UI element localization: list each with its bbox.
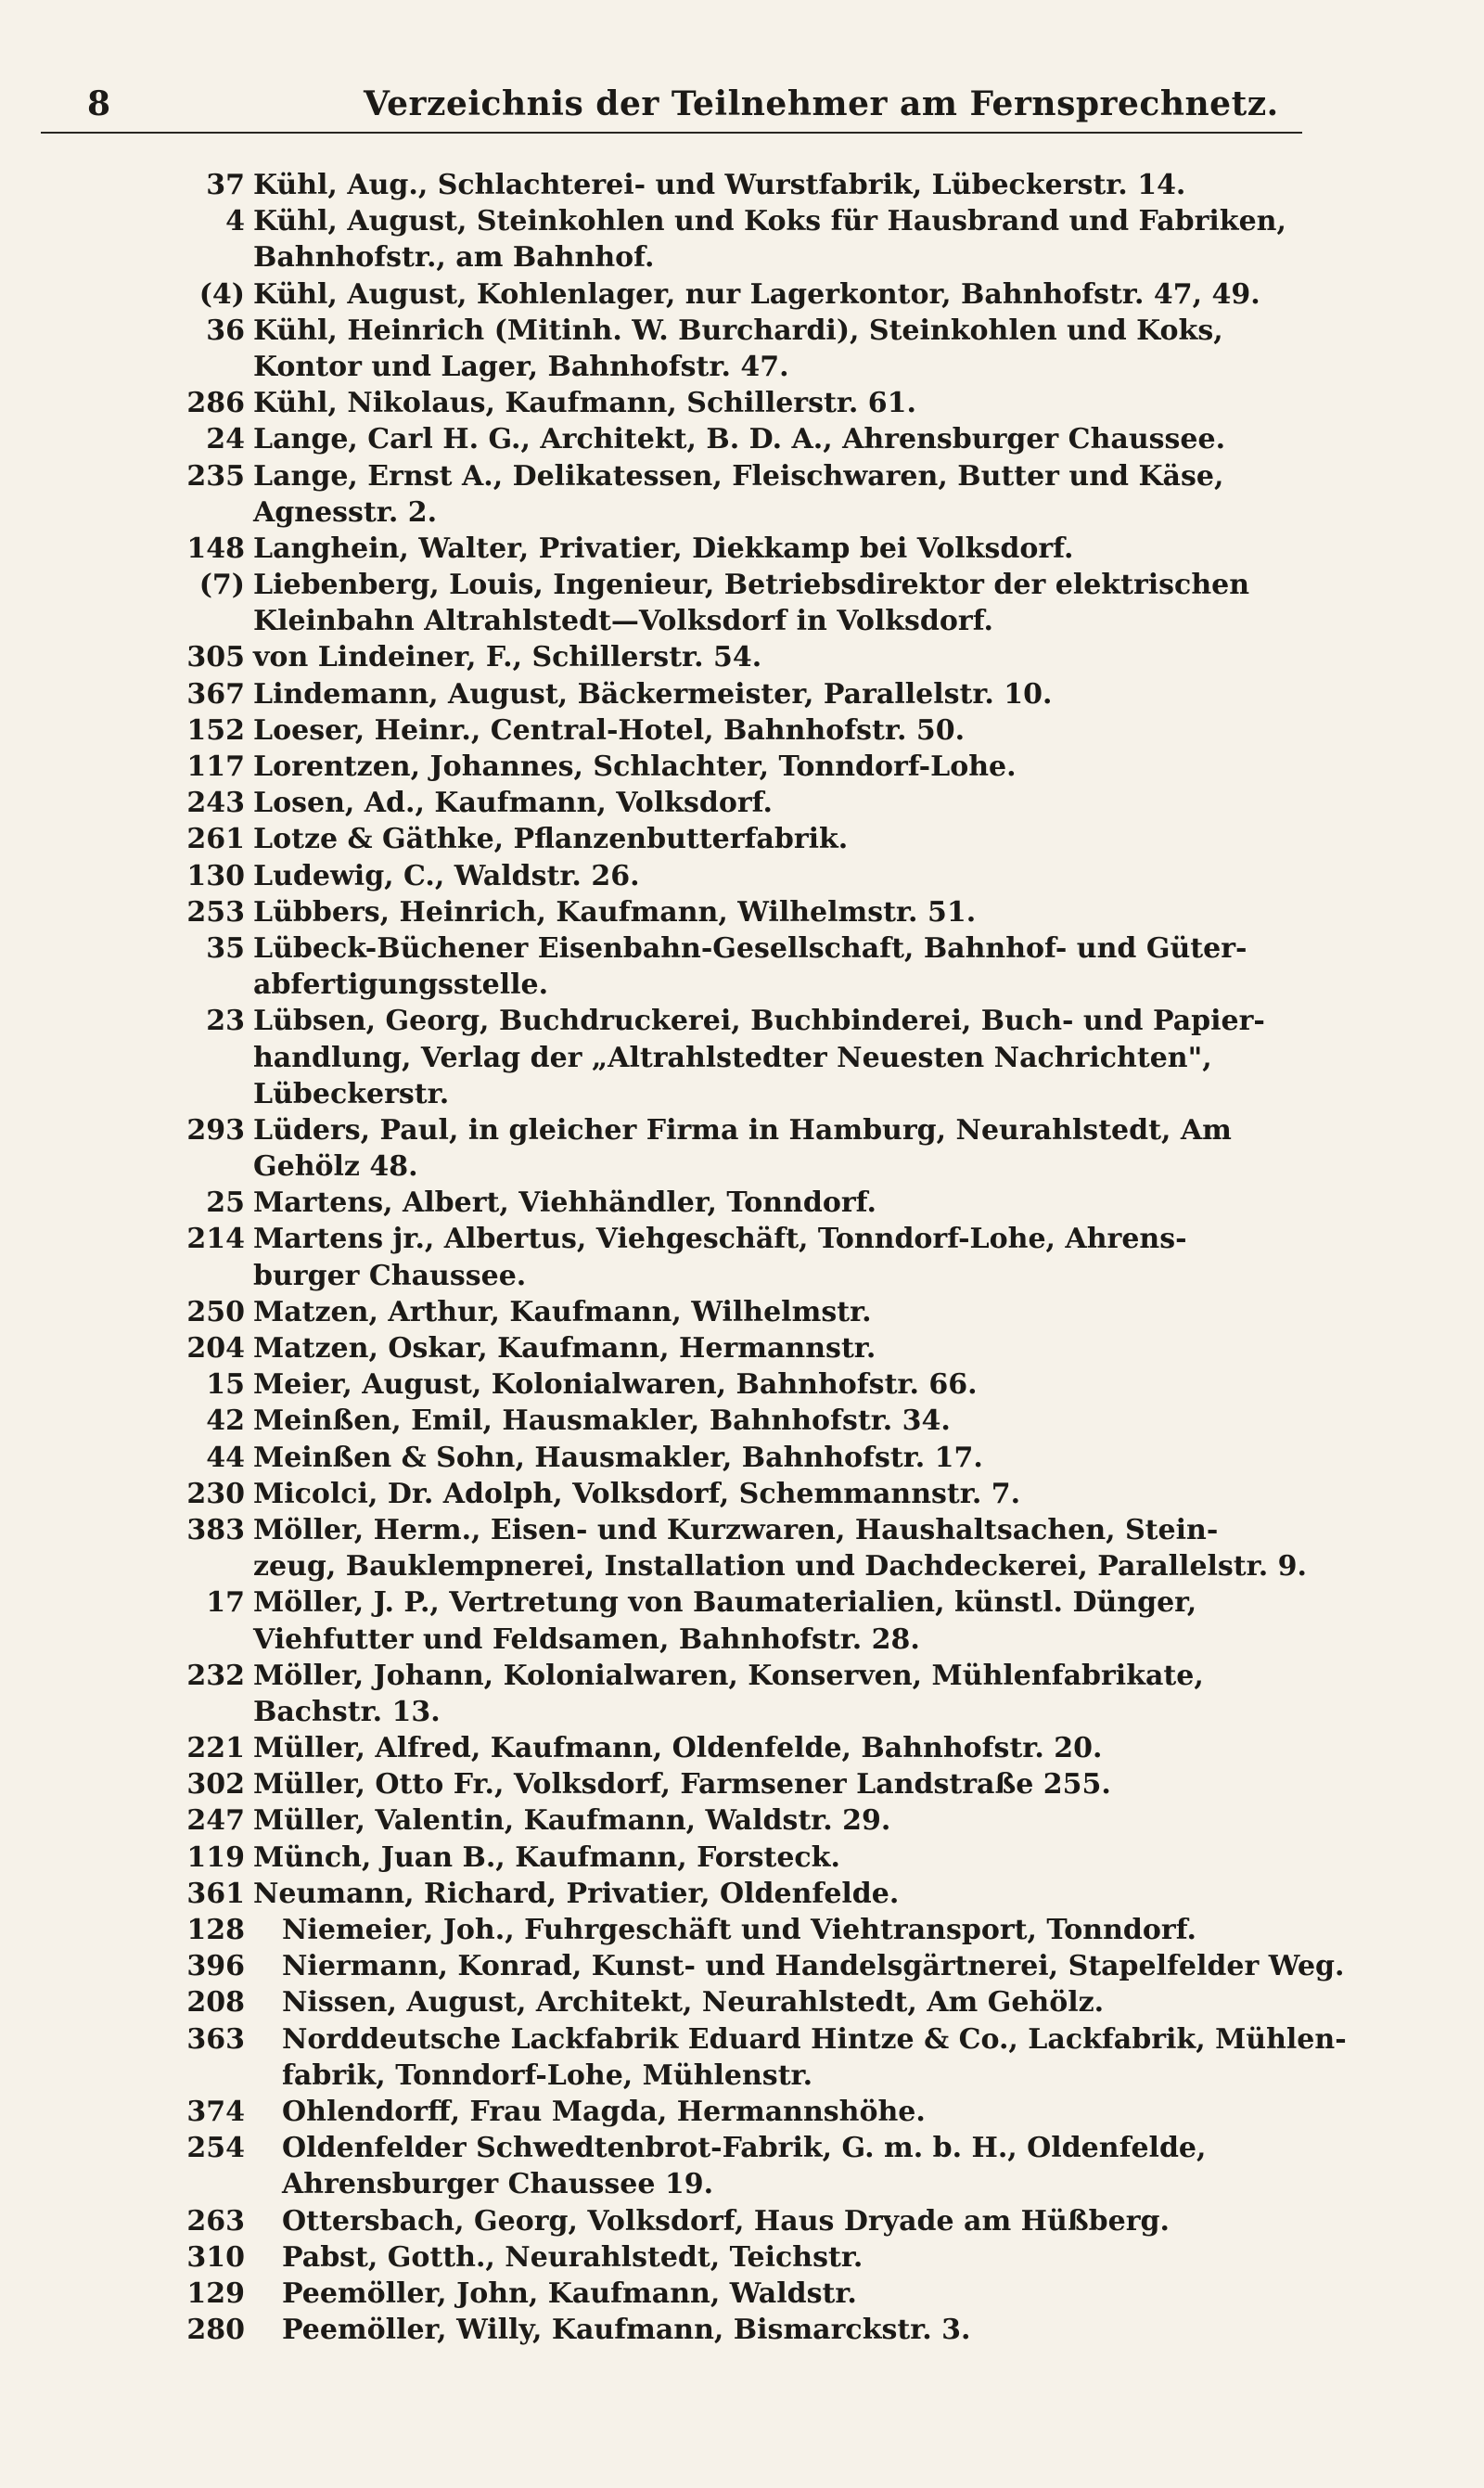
entry-text: Matzen, Arthur, Kaufmann, Wilhelmstr. <box>253 1295 872 1328</box>
subscriber-number: 374 <box>186 2095 245 2128</box>
directory-entry <box>0 276 1484 313</box>
subscriber-number: 221 <box>186 1732 245 1765</box>
entry-continuation-line <box>0 1694 1484 1730</box>
entry-text: Loeser, Heinr., Central-Hotel, Bahnhofstr. 50. <box>253 713 966 747</box>
entry-text: Pabst, Gotth., Neurahlstedt, Teichstr. <box>282 2240 864 2274</box>
directory-entry <box>0 421 1484 457</box>
entry-text: Lübbers, Heinrich, Kaufmann, Wilhelmstr. 51. <box>253 895 977 929</box>
subscriber-number: 214 <box>186 1223 245 1256</box>
entry-first-line <box>0 1840 1484 1876</box>
subscriber-number: 310 <box>186 2240 245 2274</box>
entry-first-line <box>0 1403 1484 1439</box>
subscriber-number: 363 <box>186 2022 245 2056</box>
entry-text: Neumann, Richard, Privatier, Oldenfelde. <box>253 1877 900 1910</box>
entry-first-line <box>0 785 1484 821</box>
entry-text: Niemeier, Joh., Fuhrgeschäft und Viehtransport, Tonndorf. <box>282 1914 1196 1946</box>
directory-entry <box>0 1185 1484 1221</box>
directory-entry <box>0 1476 1484 1512</box>
entry-first-line <box>0 1476 1484 1512</box>
directory-entry <box>0 1330 1484 1366</box>
directory-entry <box>0 785 1484 821</box>
directory-entry <box>0 1840 1484 1876</box>
entry-first-line <box>0 567 1484 603</box>
directory-entry <box>0 712 1484 749</box>
entry-text: Möller, Herm., Eisen- und Kurzwaren, Haushaltsachen, Stein- <box>253 1513 1219 1546</box>
entry-text: Lotze & Gäthke, Pflanzenbutterfabrik. <box>253 823 849 856</box>
subscriber-number: 280 <box>186 2314 245 2347</box>
subscriber-number: 37 <box>206 169 245 201</box>
entry-first-line <box>0 858 1484 894</box>
directory-entry <box>0 2239 1484 2276</box>
entry-continuation-line <box>0 2058 1484 2094</box>
directory-entry <box>0 1948 1484 1984</box>
entry-text: Ottersbach, Georg, Volksdorf, Haus Dryade am Hüßberg. <box>282 2204 1170 2238</box>
subscriber-number: 119 <box>186 1840 245 1874</box>
entry-text: Kontor und Lager, Bahnhofstr. 47. <box>253 350 789 383</box>
entry-first-line <box>0 1112 1484 1148</box>
entry-text: Meier, August, Kolonialwaren, Bahnhofstr. 66. <box>253 1368 978 1402</box>
directory-entry <box>0 1366 1484 1403</box>
directory-entry <box>0 1403 1484 1439</box>
subscriber-number: 286 <box>186 387 245 420</box>
directory-entry <box>0 1584 1484 1657</box>
directory-entry <box>0 2094 1484 2130</box>
subscriber-number: 367 <box>186 677 245 711</box>
entry-text: Viehfutter und Feldsamen, Bahnhofstr. 28. <box>253 1622 920 1656</box>
entry-first-line <box>0 203 1484 239</box>
entry-text: Liebenberg, Louis, Ingenieur, Betriebsdirektor der elektrischen <box>253 569 1250 602</box>
entry-first-line <box>0 930 1484 967</box>
subscriber-number: 128 <box>186 1914 245 1946</box>
entry-text: Martens, Albert, Viehhändler, Tonndorf. <box>253 1186 876 1220</box>
entry-first-line <box>0 2021 1484 2058</box>
subscriber-number: 117 <box>186 750 245 783</box>
entry-text: Losen, Ad., Kaufmann, Volksdorf. <box>253 787 773 820</box>
subscriber-number: 130 <box>186 859 245 892</box>
directory-entry <box>0 1003 1484 1112</box>
subscriber-number: 396 <box>186 1950 245 1983</box>
entry-text: Möller, J. P., Vertretung von Baumaterialien, künstl. Dünger, <box>253 1586 1197 1620</box>
subscriber-number: 243 <box>186 787 245 820</box>
entry-text: Norddeutsche Lackfabrik Eduard Hintze & Co., Lackfabrik, Mühlen- <box>282 2022 1347 2056</box>
entry-first-line <box>0 2239 1484 2276</box>
entry-continuation-line <box>0 1076 1484 1112</box>
directory-entry <box>0 1730 1484 1766</box>
entry-text: Kleinbahn Altrahlstedt—Volksdorf in Volksdorf. <box>253 605 993 638</box>
subscriber-number: 305 <box>186 641 245 674</box>
entry-first-line <box>0 2094 1484 2130</box>
directory-entry <box>0 894 1484 930</box>
directory-entry <box>0 458 1484 531</box>
running-title: Verzeichnis der Teilnehmer am Fernsprechnetz. <box>364 84 1279 123</box>
entry-text: Micolci, Dr. Adolph, Volksdorf, Schemmannstr. 7. <box>253 1477 1021 1510</box>
subscriber-number: 208 <box>186 1986 245 2020</box>
subscriber-number: 23 <box>206 1005 245 1038</box>
entry-first-line <box>0 1330 1484 1366</box>
directory-entry <box>0 749 1484 785</box>
directory-entry <box>0 385 1484 421</box>
entry-continuation-line <box>0 494 1484 531</box>
directory-entry <box>0 858 1484 894</box>
entry-text: Peemöller, Willy, Kaufmann, Bismarckstr. 3. <box>282 2314 971 2347</box>
entry-text: Ohlendorff, Frau Magda, Hermannshöhe. <box>282 2095 926 2128</box>
directory-entry <box>0 531 1484 567</box>
entry-first-line <box>0 421 1484 457</box>
subscriber-number: 235 <box>186 459 245 493</box>
entry-first-line <box>0 639 1484 675</box>
page-header <box>82 78 1287 130</box>
entry-first-line <box>0 1512 1484 1548</box>
entry-text: Langhein, Walter, Privatier, Diekkamp bei Volksdorf. <box>253 532 1074 565</box>
entry-text: Bahnhofstr., am Bahnhof. <box>253 241 655 275</box>
entry-first-line <box>0 2130 1484 2166</box>
entry-text: fabrik, Tonndorf-Lohe, Mühlenstr. <box>282 2058 813 2092</box>
subscriber-number: 253 <box>186 895 245 929</box>
subscriber-number: 361 <box>186 1877 245 1910</box>
subscriber-number: 293 <box>186 1113 245 1147</box>
entry-text: Kühl, Aug., Schlachterei- und Wurstfabrik, Lübeckerstr. 14. <box>253 169 1186 201</box>
entry-text: Müller, Otto Fr., Volksdorf, Farmsener Landstraße 255. <box>253 1768 1111 1802</box>
directory-entry <box>0 567 1484 639</box>
entry-first-line <box>0 531 1484 567</box>
entry-text: Kühl, August, Kohlenlager, nur Lagerkontor, Bahnhofstr. 47, 49. <box>253 277 1260 311</box>
directory-entry <box>0 1112 1484 1185</box>
entry-text: handlung, Verlag der „Altrahlstedter Neuesten Nachrichten", <box>253 1041 1212 1074</box>
entry-first-line <box>0 1185 1484 1221</box>
entry-text: von Lindeiner, F., Schillerstr. 54. <box>253 641 762 674</box>
entry-first-line <box>0 1730 1484 1766</box>
entry-first-line <box>0 276 1484 313</box>
entry-text: Müller, Valentin, Kaufmann, Waldstr. 29. <box>253 1804 891 1838</box>
entry-text: Lüders, Paul, in gleicher Firma in Hamburg, Neurahlstedt, Am <box>253 1113 1232 1147</box>
entry-text: Kühl, Nikolaus, Kaufmann, Schillerstr. 61. <box>253 387 916 420</box>
entry-continuation-line <box>0 1148 1484 1185</box>
entry-first-line <box>0 1984 1484 2020</box>
entry-text: abfertigungsstelle. <box>253 968 549 1002</box>
entry-first-line <box>0 1366 1484 1403</box>
subscriber-number: 25 <box>206 1186 245 1220</box>
entry-first-line <box>0 1658 1484 1694</box>
entry-first-line <box>0 1876 1484 1912</box>
directory-entry <box>0 1294 1484 1330</box>
entry-continuation-line <box>0 603 1484 639</box>
entry-continuation-line <box>0 1040 1484 1076</box>
subscriber-number: 17 <box>206 1586 245 1620</box>
entry-text: Martens jr., Albertus, Viehgeschäft, Tonndorf-Lohe, Ahrens- <box>253 1223 1187 1256</box>
directory-entry <box>0 313 1484 385</box>
page-number: 8 <box>87 84 111 123</box>
directory-entry <box>0 203 1484 276</box>
subscriber-number: 35 <box>206 931 245 965</box>
entry-text: Gehölz 48. <box>253 1150 418 1184</box>
directory-entry <box>0 1658 1484 1730</box>
entry-first-line <box>0 313 1484 349</box>
entry-text: zeug, Bauklempnerei, Installation und Dachdeckerei, Parallelstr. 9. <box>253 1550 1307 1584</box>
subscriber-number: 254 <box>186 2132 245 2165</box>
entry-continuation-line <box>0 239 1484 276</box>
entry-text: Lorentzen, Johannes, Schlachter, Tonndorf-Lohe. <box>253 750 1017 783</box>
entry-first-line <box>0 712 1484 749</box>
directory-entry <box>0 676 1484 712</box>
entry-text: Möller, Johann, Kolonialwaren, Konserven, Mühlenfabrikate, <box>253 1659 1204 1692</box>
entry-text: Kühl, August, Steinkohlen und Koks für Hausbrand und Fabriken, <box>253 205 1286 238</box>
entry-first-line <box>0 749 1484 785</box>
subscriber-number: 204 <box>186 1332 245 1365</box>
subscriber-number: 4 <box>225 205 245 238</box>
subscriber-number: 152 <box>186 713 245 747</box>
entry-continuation-line <box>0 2166 1484 2202</box>
subscriber-number: 247 <box>186 1804 245 1838</box>
directory-entry <box>0 2276 1484 2312</box>
entry-first-line <box>0 1766 1484 1802</box>
entry-first-line <box>0 167 1484 203</box>
subscriber-number: 44 <box>206 1441 245 1474</box>
subscriber-number: (7) <box>198 569 245 602</box>
subscriber-number: 263 <box>186 2204 245 2238</box>
subscriber-number: 129 <box>186 2276 245 2310</box>
entry-first-line <box>0 1003 1484 1039</box>
entry-first-line <box>0 2276 1484 2312</box>
directory-entry <box>0 167 1484 203</box>
directory-entry <box>0 1440 1484 1476</box>
entry-text: Müller, Alfred, Kaufmann, Oldenfelde, Bahnhofstr. 20. <box>253 1732 1103 1765</box>
directory-entry <box>0 821 1484 857</box>
directory-entry <box>0 1802 1484 1839</box>
entry-continuation-line <box>0 967 1484 1003</box>
directory-entry <box>0 1221 1484 1293</box>
entry-first-line <box>0 2312 1484 2348</box>
entry-continuation-line <box>0 1258 1484 1294</box>
entry-first-line <box>0 1440 1484 1476</box>
entry-first-line <box>0 1948 1484 1984</box>
entry-first-line <box>0 2203 1484 2239</box>
directory-entry <box>0 2312 1484 2348</box>
directory-entry <box>0 1766 1484 1802</box>
subscriber-number: 250 <box>186 1295 245 1328</box>
entry-text: Agnesstr. 2. <box>253 495 438 529</box>
entry-text: Lindemann, August, Bäckermeister, Parallelstr. 10. <box>253 677 1053 711</box>
entry-text: Meinßen & Sohn, Hausmakler, Bahnhofstr. 17. <box>253 1441 983 1474</box>
directory-entry <box>0 1984 1484 2020</box>
entry-text: Münch, Juan B., Kaufmann, Forsteck. <box>253 1840 840 1874</box>
subscriber-number: 232 <box>186 1659 245 1692</box>
entry-text: Lübsen, Georg, Buchdruckerei, Buchbinderei, Buch- und Papier- <box>253 1005 1265 1038</box>
entry-text: Peemöller, John, Kaufmann, Waldstr. <box>282 2276 857 2310</box>
subscriber-number: (4) <box>198 277 245 311</box>
entry-first-line <box>0 1802 1484 1839</box>
entry-continuation-line <box>0 1548 1484 1584</box>
entry-first-line <box>0 458 1484 494</box>
entry-first-line <box>0 1221 1484 1257</box>
entry-text: Bachstr. 13. <box>253 1695 441 1728</box>
subscriber-number: 36 <box>206 314 245 347</box>
entry-first-line <box>0 1294 1484 1330</box>
entry-text: Lübeckerstr. <box>253 1077 450 1110</box>
subscriber-number: 15 <box>206 1368 245 1402</box>
entry-text: Ludewig, C., Waldstr. 26. <box>253 859 640 892</box>
subscriber-number: 24 <box>206 423 245 456</box>
entry-text: Niermann, Konrad, Kunst- und Handelsgärtnerei, Stapelfelder Weg. <box>282 1950 1345 1983</box>
directory-entry <box>0 2203 1484 2239</box>
entry-text: Lübeck-Büchener Eisenbahn-Gesellschaft, Bahnhof- und Güter- <box>253 931 1247 965</box>
entry-text: Meinßen, Emil, Hausmakler, Bahnhofstr. 34. <box>253 1404 951 1438</box>
subscriber-number: 302 <box>186 1768 245 1802</box>
entry-text: Matzen, Oskar, Kaufmann, Hermannstr. <box>253 1332 876 1365</box>
entry-text: Lange, Carl H. G., Architekt, B. D. A., Ahrensburger Chaussee. <box>253 423 1226 456</box>
directory-entry <box>0 1876 1484 1912</box>
entry-first-line <box>0 1912 1484 1948</box>
subscriber-number: 230 <box>186 1477 245 1510</box>
entry-text: Kühl, Heinrich (Mitinh. W. Burchardi), Steinkohlen und Koks, <box>253 314 1223 347</box>
directory-entry <box>0 639 1484 675</box>
subscriber-number: 148 <box>186 532 245 565</box>
directory-entry <box>0 1512 1484 1584</box>
header-rule <box>41 132 1302 134</box>
entry-text: Nissen, August, Architekt, Neurahlstedt, Am Gehölz. <box>282 1986 1105 2020</box>
entry-text: Oldenfelder Schwedtenbrot-Fabrik, G. m. b. H., Oldenfelde, <box>282 2132 1207 2165</box>
entry-first-line <box>0 1584 1484 1621</box>
directory-entry <box>0 2130 1484 2202</box>
entry-text: Ahrensburger Chaussee 19. <box>282 2168 714 2201</box>
subscriber-number: 42 <box>206 1404 245 1438</box>
entry-text: burger Chaussee. <box>253 1259 527 1292</box>
entry-first-line <box>0 676 1484 712</box>
entry-first-line <box>0 385 1484 421</box>
entry-first-line <box>0 821 1484 857</box>
directory-entry <box>0 930 1484 1003</box>
entry-continuation-line <box>0 1622 1484 1658</box>
entry-text: Lange, Ernst A., Delikatessen, Fleischwaren, Butter und Käse, <box>253 459 1224 493</box>
subscriber-number: 261 <box>186 823 245 856</box>
directory-entry <box>0 1912 1484 1948</box>
entry-first-line <box>0 894 1484 930</box>
subscriber-number: 383 <box>186 1513 245 1546</box>
entry-continuation-line <box>0 349 1484 385</box>
subscriber-listing <box>0 167 1484 2348</box>
directory-entry <box>0 2021 1484 2094</box>
